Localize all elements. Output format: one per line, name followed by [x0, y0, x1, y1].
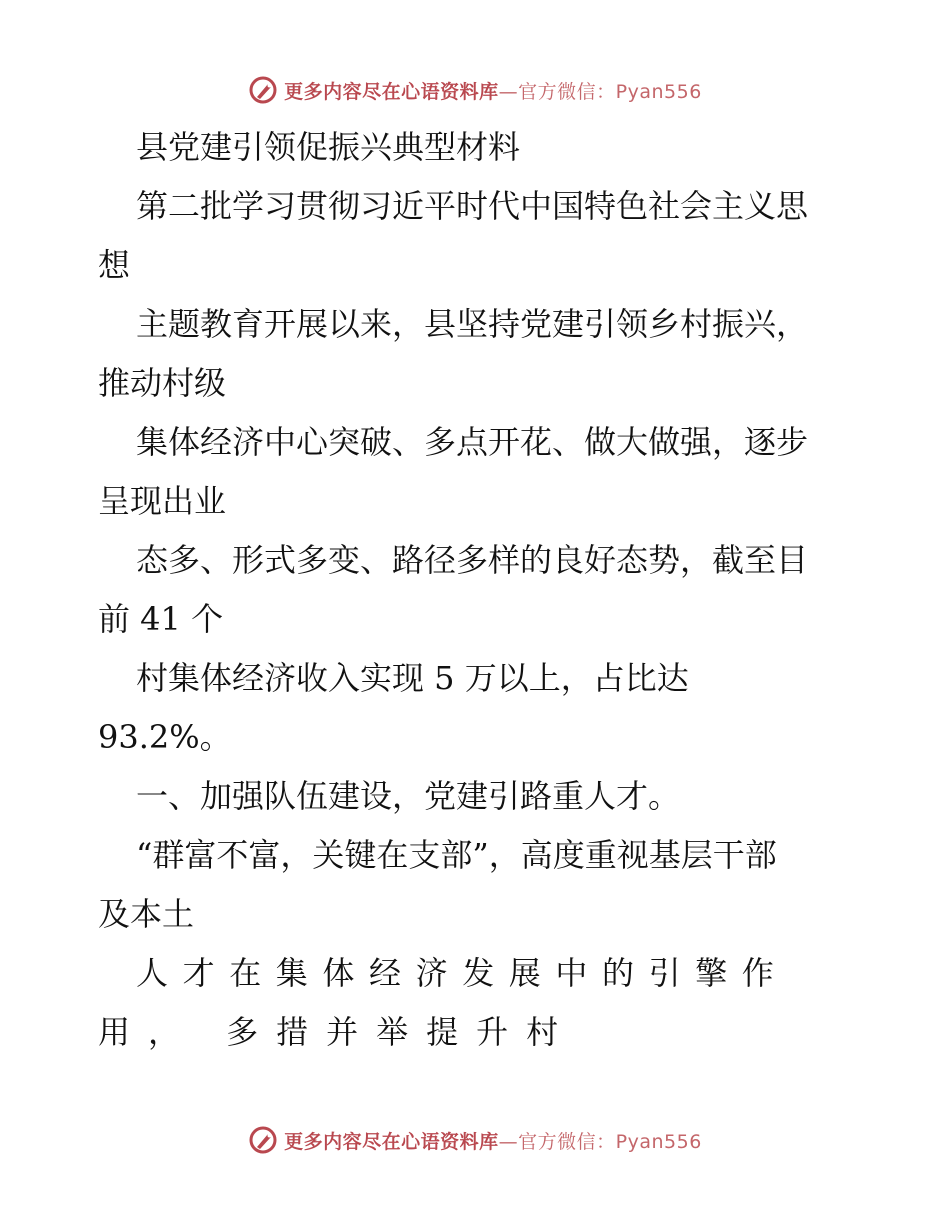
- paragraph-line: 集体经济中心突破、多点开花、做大做强，逐步: [136, 423, 809, 461]
- banner-contact: —官方微信：Pyan556: [498, 1130, 702, 1153]
- paragraph-line: 呈现出业: [98, 482, 227, 520]
- banner-text: [284, 77, 702, 104]
- paragraph-line: 村集体经济收入实现 5 万以上，占比达: [136, 659, 689, 697]
- paragraph-line: “群富不富，关键在支部”，高度重视基层干部: [136, 836, 777, 874]
- paragraph-line: 第二批学习贯彻习近平时代中国特色社会主义思: [136, 187, 809, 225]
- paragraph-line: 推动村级: [98, 364, 227, 402]
- banner-brand: 更多内容尽在心语资料库: [284, 1130, 499, 1153]
- banner-contact: —官方微信：Pyan556: [498, 80, 702, 103]
- header-banner: [0, 70, 950, 110]
- pen-logo-icon: [248, 75, 278, 105]
- paragraph-line: 人才在集体经济发展中的引擎作: [136, 954, 789, 992]
- pen-logo-icon: [248, 1125, 278, 1155]
- banner-text: [284, 1127, 702, 1154]
- paragraph-line: 前 41 个: [98, 600, 224, 638]
- paragraph-line: 93.2%。: [98, 718, 232, 756]
- paragraph-line: 想: [98, 246, 131, 284]
- paragraph-line: 及本土: [98, 895, 195, 933]
- paragraph-line: 主题教育开展以来，县坚持党建引领乡村振兴，: [136, 305, 809, 343]
- document-title: 县党建引领促振兴典型材料: [136, 128, 521, 166]
- paragraph-line: 用， 多措并举提升村: [98, 1013, 577, 1051]
- section-heading: 一、加强队伍建设，党建引路重人才。: [136, 777, 681, 815]
- document-body: [98, 118, 858, 1062]
- paragraph-line: 态多、形式多变、路径多样的良好态势，截至目: [136, 541, 809, 579]
- banner-brand: 更多内容尽在心语资料库: [284, 80, 499, 103]
- footer-banner: [0, 1120, 950, 1160]
